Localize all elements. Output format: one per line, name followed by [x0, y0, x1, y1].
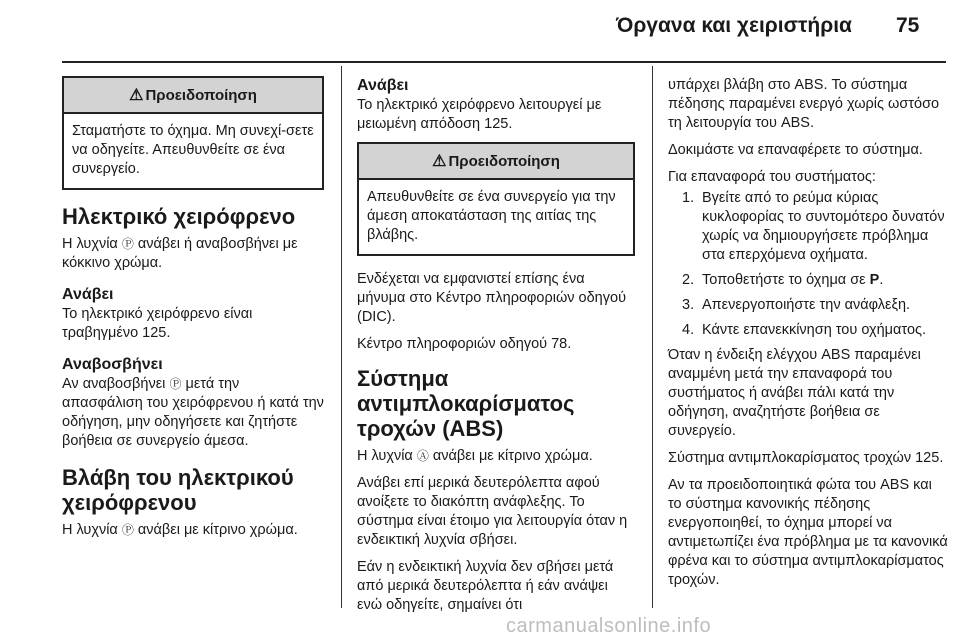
- abs-reference: Σύστημα αντιμπλοκαρίσματος τροχών 125.: [668, 450, 944, 466]
- section-heading-abs: Σύστημα αντιμπλοκαρίσματος τροχών (ABS): [357, 366, 575, 441]
- list-item: 3. Απενεργοποιήστε την ανάφλεξη.: [682, 297, 911, 313]
- header-rule: [62, 61, 946, 63]
- column-1: [62, 76, 324, 548]
- dic-message-text: Ενδέχεται να εμφανιστεί επίσης ένα μήνυμα στο Κέντρο πληροφοριών οδηγού (DIC).: [357, 271, 626, 325]
- reset-try-text: Δοκιμάστε να επαναφέρετε το σύστημα.: [668, 142, 923, 158]
- abs-fault-text: Εάν η ενδεικτική λυχνία δεν σβήσει μετά από μερικά δευτερόλεπτα ή εάν ανάψει ενώ οδηγείτε, σημαίνει ότι: [357, 559, 614, 613]
- warning-box: [357, 142, 635, 256]
- warning-title: Προειδοποίηση: [145, 87, 257, 104]
- brake-fault-lamp-icon: Ⓟ: [121, 523, 134, 537]
- warning-text: Απευθυνθείτε σε ένα συνεργείο για την άμεση αποκατάσταση της αιτίας της βλάβης.: [367, 189, 616, 243]
- list-item: 4. Κάντε επανεκκίνηση του οχήματος.: [682, 322, 927, 338]
- parking-brake-lamp-icon: Ⓟ: [169, 377, 182, 391]
- section-heading-parking-brake-fault: Βλάβη του ηλεκτρικού χειρόφρενου: [62, 465, 294, 515]
- column-3: [668, 76, 948, 598]
- abs-remains-lit-text: Όταν η ένδειξη ελέγχου ABS παραμένει αναμμένη μετά την επαναφορά του συστήματος ή ανάβει πάλι κατά την οδήγηση, αναζητήστε βοήθεια σε συνεργείο.: [668, 347, 921, 439]
- abs-lamp-icon: Ⓐ: [416, 449, 429, 463]
- warning-text: Σταματήστε το όχημα. Μη συνεχί-σετε να οδηγείτε. Απευθυνθείτε σε ένα συνεργείο.: [72, 123, 314, 177]
- subheading-lit: Ανάβει: [357, 77, 409, 94]
- warning-header: [64, 78, 322, 114]
- subheading-lit: Ανάβει: [62, 286, 114, 303]
- column-divider-2: [652, 66, 653, 608]
- page-number: 75: [896, 14, 920, 37]
- abs-startup-text: Ανάβει επί μερικά δευτερόλεπτα αφού ανοίξετε το διακόπτη ανάφλεξης. Το σύστημα είναι έτοιμο για λειτουργία όταν η ενδεικτική λυχνία σβήσει.: [357, 475, 628, 548]
- parking-brake-lamp-icon: Ⓟ: [121, 237, 134, 251]
- list-item: 1. Βγείτε από το ρεύμα κύριας κυκλοφορίας το συντομότερο δυνατόν χωρίς να δημιουργήσετε πρόβλημα στα επερχόμενα οχήματα.: [682, 190, 945, 263]
- warning-header: [359, 144, 633, 180]
- list-item: 2. Τοποθετήστε το όχημα σε P.: [682, 272, 884, 288]
- warning-box: [62, 76, 324, 190]
- lit-text: Το ηλεκτρικό χειρόφρενο είναι τραβηγμένο 125.: [62, 306, 253, 341]
- column-2: [357, 76, 635, 623]
- parking-brake-intro: Η λυχνία Ⓟ ανάβει ή αναβοσβήνει με κόκκινο χρώμα.: [62, 236, 298, 271]
- abs-fault-continued: υπάρχει βλάβη στο ABS. Το σύστημα πέδησης παραμένει ενεργό χωρίς ωστόσο τη λειτουργία του ABS.: [668, 77, 940, 131]
- page-header-title: Όργανα και χειριστήρια: [616, 14, 852, 37]
- warning-triangle-icon: ⚠: [432, 153, 447, 170]
- flashing-text: Αν αναβοσβήνει Ⓟ μετά την απασφάλιση του χειρόφρενου ή κατά την οδήγηση, μην οδηγήσετε και ζητήστε βοήθεια σε συνεργείο άμεσα.: [62, 376, 324, 449]
- column-divider-1: [341, 66, 342, 608]
- subheading-flashing: Αναβοσβήνει: [62, 356, 163, 373]
- reset-intro: Για επαναφορά του συστήματος:: [668, 169, 876, 185]
- section-heading-electric-parking-brake: Ηλεκτρικό χειρόφρενο: [62, 204, 296, 229]
- dic-reference: Κέντρο πληροφοριών οδηγού 78.: [357, 336, 572, 352]
- fault-text: Η λυχνία Ⓟ ανάβει με κίτρινο χρώμα.: [62, 522, 298, 538]
- watermark: carmanualsonline.info: [506, 615, 712, 637]
- reset-steps-list: [668, 189, 948, 340]
- abs-brake-warning-text: Αν τα προειδοποιητικά φώτα του ABS και το σύστημα κανονικής πέδησης ενεργοποιηθεί, το όχημα μπορεί να αντιμετωπίζει ένα πρόβλημα με τα κανονικά φρένα και το σύστημα αντιμπλοκαρίσματος τροχών.: [668, 477, 948, 588]
- lit-reduced-text: Το ηλεκτρικό χειρόφρενο λειτουργεί με μειωμένη απόδοση 125.: [357, 97, 602, 132]
- warning-title: Προειδοποίηση: [448, 153, 560, 170]
- abs-intro: Η λυχνία Ⓐ ανάβει με κίτρινο χρώμα.: [357, 448, 593, 464]
- warning-triangle-icon: ⚠: [129, 87, 144, 104]
